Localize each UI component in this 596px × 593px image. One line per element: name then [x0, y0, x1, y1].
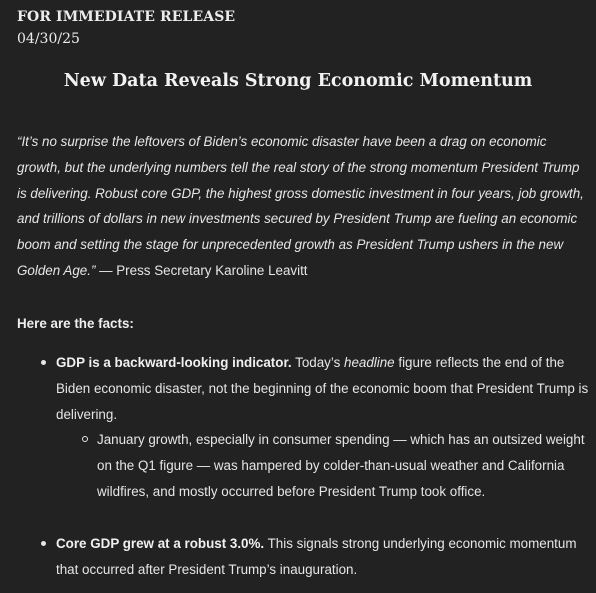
fact-text: This signals strong underlying economic momentum that occurred after President Trump’s inauguration. [56, 535, 577, 577]
facts-list [17, 350, 589, 582]
page-title: New Data Reveals Strong Economic Momentum [63, 71, 533, 91]
fact-text: figure reflects the end of the Biden economic disaster, not the beginning of the economic boom that President Trump is delivering. [56, 355, 589, 422]
list-item [17, 350, 589, 505]
list-item [17, 531, 589, 583]
quote-text: “It’s no surprise the leftovers of Biden’s economic disaster have been a drag on economic growth, but the underlying numbers tell the real story of the strong momentum President Trump is delivering. Robust core GDP, the highest gross domestic investment in four years, job growth, and trillions of dollars in new investments secured by President Trump are fueling an economic boom and setting the stage for unprecedented growth as President Trump ushers in the new Golden Age.” [17, 134, 584, 278]
fact-text: Today’s [291, 355, 344, 370]
release-date: 04/30/25 [17, 31, 80, 47]
release-header [17, 8, 235, 48]
bullet-icon [41, 541, 46, 546]
press-quote [17, 129, 589, 284]
release-label: FOR IMMEDIATE RELEASE [17, 9, 236, 25]
quote-attribution: — Press Secretary Karoline Leavitt [95, 262, 308, 278]
sub-item-text: January growth, especially in consumer spending — which has an outsized weight on the Q1 figure — was hampered by colder-than-usual weather and California wildfires, and mostly occurred before President Trump took office. [97, 432, 585, 499]
fact-italic: headline [344, 355, 395, 370]
sub-list-item [56, 427, 589, 504]
fact-bold: Core GDP grew at a robust 3.0%. [56, 535, 265, 551]
sub-list [56, 427, 589, 504]
bullet-icon [41, 360, 46, 365]
facts-heading: Here are the facts: [17, 316, 134, 331]
circle-bullet-icon [82, 436, 88, 442]
fact-bold: GDP is a backward-looking indicator. [56, 355, 292, 370]
